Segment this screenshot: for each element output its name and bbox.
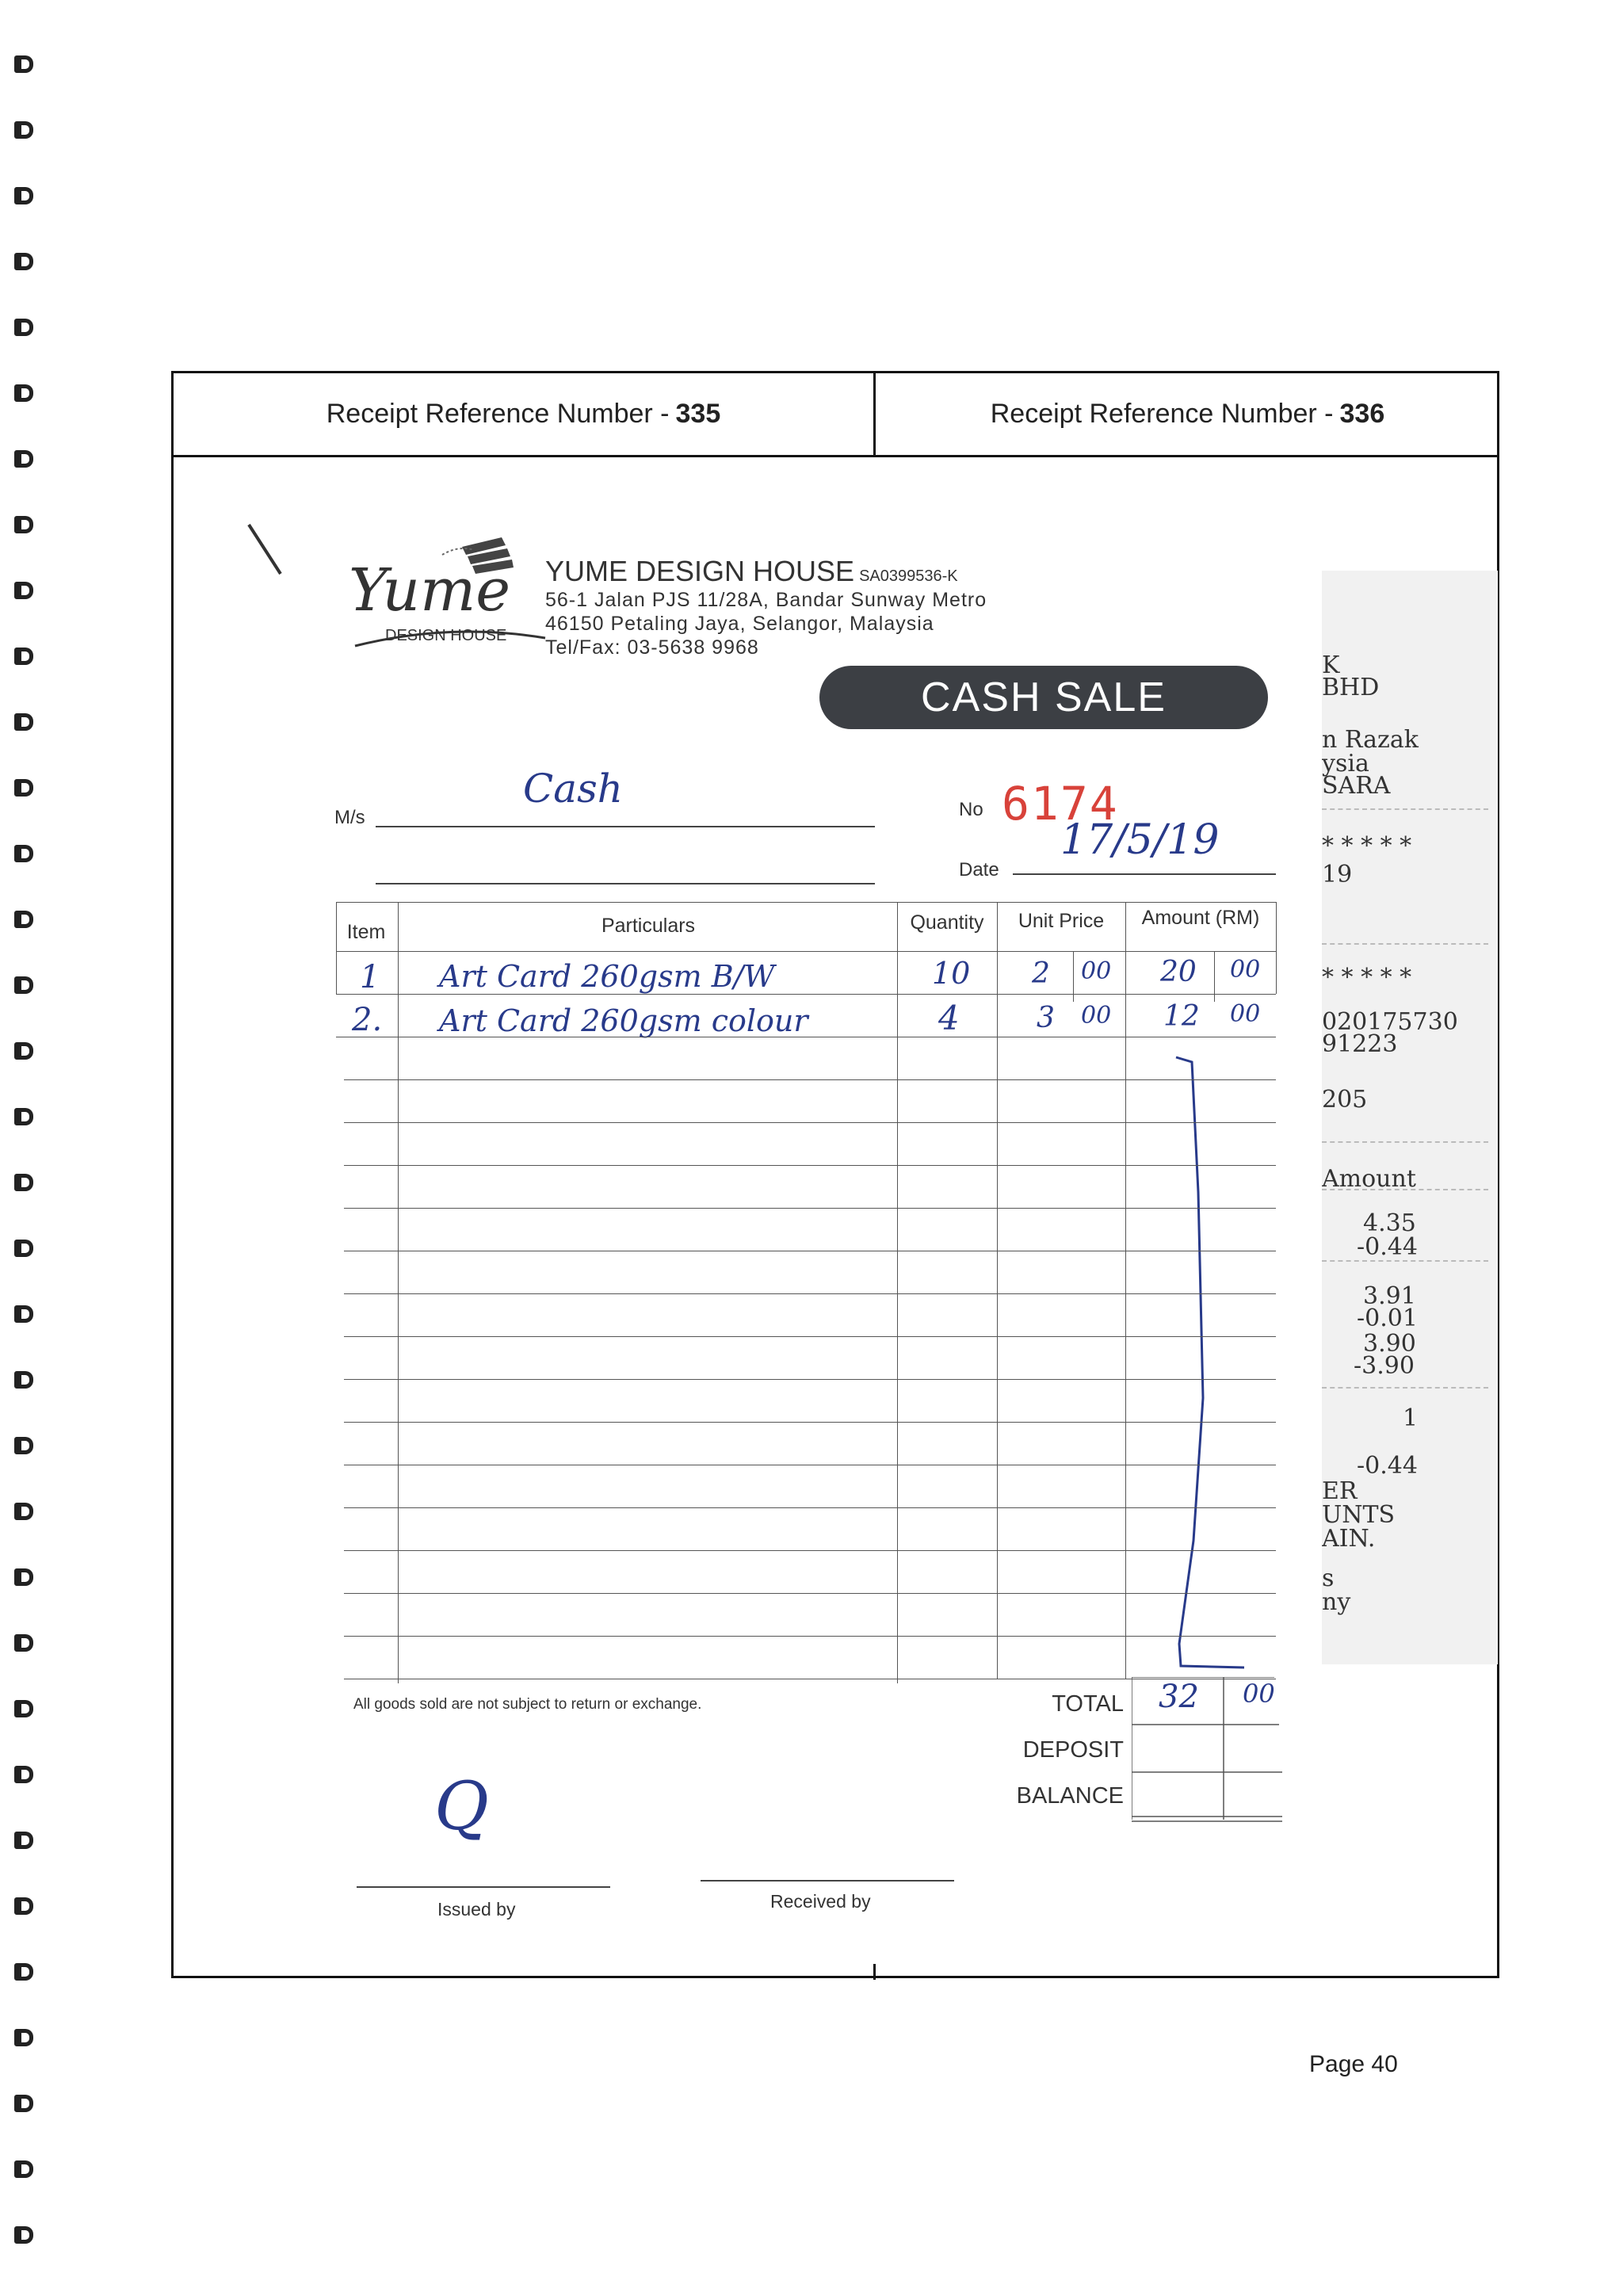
- date-value: 17/5/19: [1060, 816, 1220, 864]
- ms-label: M/s: [334, 807, 365, 828]
- row1-amount-dec: 00: [1230, 956, 1261, 984]
- table-col-line: [398, 902, 399, 1683]
- table-row-line: [344, 1122, 1276, 1123]
- date-underline: [1013, 873, 1276, 875]
- table-col-line: [897, 902, 898, 1683]
- table-row-line: [344, 1550, 1276, 1551]
- table-row-line: [344, 1422, 1276, 1423]
- table-row-line: [344, 1165, 1276, 1166]
- total-amount-dec: 00: [1243, 1679, 1275, 1709]
- row2-particulars: Art Card 260gsm colour: [439, 1003, 808, 1038]
- ms-value: Cash: [523, 766, 623, 812]
- receipt-336-line: -0.44: [1357, 1452, 1418, 1480]
- reference-335: [174, 373, 876, 455]
- receipt-336-line: 4.35: [1363, 1209, 1416, 1237]
- row2-amount-dec: 00: [1230, 1000, 1261, 1028]
- receipt-336-line: ny: [1322, 1588, 1351, 1616]
- receipt-336-line: Amount: [1322, 1165, 1416, 1193]
- table-header-line: [336, 951, 1276, 952]
- reference-header: [174, 373, 1497, 457]
- receipt-336-dash: [1322, 1141, 1488, 1143]
- table-col-line: [997, 902, 998, 1679]
- table-row-line: [336, 994, 1276, 995]
- binding-ring: [14, 2095, 33, 2112]
- binding-ring: [14, 779, 33, 797]
- row1-unit-dec: 00: [1081, 957, 1112, 985]
- binding-ring: [14, 253, 33, 270]
- receipt-336-line: -3.90: [1354, 1352, 1415, 1380]
- company-reg-no: SA0399536-K: [859, 567, 958, 585]
- reference-335-number: 335: [675, 399, 721, 429]
- table-row-line: [344, 1336, 1276, 1337]
- issued-by-line: [357, 1886, 610, 1888]
- binding-ring: [14, 2029, 33, 2046]
- receipt-336-line: n Razak: [1322, 726, 1419, 754]
- received-by-line: [701, 1880, 954, 1881]
- reference-335-label: Receipt Reference Number -: [326, 399, 670, 429]
- table-row-line: [344, 1593, 1276, 1594]
- row2-item: 2.: [352, 1002, 383, 1038]
- row2-unit-int: 3: [1037, 1002, 1055, 1034]
- binding-ring: [14, 1963, 33, 1981]
- row1-particulars: Art Card 260gsm B/W: [439, 959, 775, 994]
- row2-amount-int: 12: [1163, 1000, 1200, 1033]
- receipt-336-dash: [1322, 1260, 1488, 1262]
- binding-ring: [14, 582, 33, 599]
- receipt-336-line: K: [1322, 651, 1340, 679]
- receipt-336-dash: [1322, 1189, 1488, 1190]
- table-row-line: [344, 1379, 1276, 1380]
- company-name: YUME DESIGN HOUSE: [545, 555, 855, 587]
- binding-ring: [14, 911, 33, 928]
- receipt-336-line: BHD: [1322, 674, 1380, 701]
- binding-ring: [14, 187, 33, 204]
- binding-ring: [14, 55, 33, 73]
- binding-ring: [14, 713, 33, 731]
- page-number: Page 40: [1309, 2051, 1398, 2077]
- company-address-2: 46150 Petaling Jaya, Selangor, Malaysia: [545, 613, 934, 635]
- binding-ring: [14, 2160, 33, 2178]
- logo-script: Yume: [349, 556, 511, 625]
- receipt-336-line: UNTS: [1322, 1501, 1396, 1529]
- binding-ring: [14, 976, 33, 994]
- totals-grid: [1132, 1677, 1322, 1836]
- table-row-line: [344, 1636, 1276, 1637]
- row1-amount-int: 20: [1160, 956, 1197, 988]
- table-row-line: [344, 1293, 1276, 1294]
- row1-item: 1: [360, 959, 380, 995]
- issued-signature: Q: [434, 1767, 489, 1845]
- binding-ring: [14, 1240, 33, 1257]
- cash-sale-badge: CASH SALE: [819, 666, 1268, 729]
- table-col-line: [1214, 951, 1215, 1002]
- receipt-336-line: 3.91: [1363, 1282, 1416, 1310]
- receipt-number: 6174: [1002, 777, 1119, 831]
- reference-336: [876, 373, 1499, 455]
- receipt-336-line: ysia: [1322, 750, 1369, 777]
- table-col-line: [1125, 902, 1126, 1679]
- row2-unit-dec: 00: [1081, 1002, 1112, 1030]
- binding-ring: [14, 1042, 33, 1060]
- reference-336-label: Receipt Reference Number -: [990, 399, 1334, 429]
- binding-ring: [14, 1897, 33, 1915]
- receipt-336-line: * * * * *: [1322, 832, 1412, 860]
- no-label: No: [959, 799, 983, 820]
- binding-ring: [14, 1568, 33, 1586]
- table-row-line: [344, 1208, 1276, 1209]
- company-address-1: 56-1 Jalan PJS 11/28A, Bandar Sunway Metro: [545, 589, 987, 611]
- reference-336-number: 336: [1339, 399, 1385, 429]
- col-header-amount: Amount (RM): [1141, 907, 1260, 929]
- receipt-336-line: AIN.: [1322, 1525, 1376, 1553]
- logo-sub: DESIGN HOUSE: [385, 627, 507, 644]
- cash-sale-receipt: [181, 468, 1322, 1958]
- items-table: [336, 891, 1276, 1715]
- receipt-336-line: 1: [1403, 1404, 1419, 1432]
- total-label: TOTAL: [1052, 1691, 1124, 1717]
- binding-ring: [14, 1174, 33, 1191]
- receipt-336-line: -0.01: [1357, 1305, 1418, 1332]
- binding-ring: [14, 648, 33, 665]
- receipt-336-line: * * * * *: [1322, 964, 1412, 991]
- total-amount-int: 32: [1159, 1679, 1199, 1715]
- binding-ring: [14, 2226, 33, 2244]
- receipt-336-line: 205: [1322, 1086, 1368, 1114]
- receipt-336-dash: [1322, 808, 1488, 810]
- binding-ring: [14, 516, 33, 533]
- row1-unit-int: 2: [1032, 957, 1050, 990]
- deposit-label: DEPOSIT: [1022, 1737, 1124, 1763]
- binding-ring: [14, 845, 33, 862]
- table-col-line: [1073, 951, 1074, 1002]
- receipt-336-line: 91223: [1322, 1030, 1398, 1058]
- unused-rows-strike: [336, 891, 1276, 1715]
- ms-underline-2: [376, 883, 875, 884]
- col-header-unit-price: Unit Price: [1018, 910, 1105, 932]
- receipt-336-line: 020175730: [1322, 1008, 1458, 1036]
- binding-ring: [14, 1305, 33, 1323]
- spiral-binding: [8, 55, 40, 2275]
- balance-label: BALANCE: [1016, 1783, 1124, 1809]
- row1-quantity: 10: [932, 956, 971, 991]
- binding-ring: [14, 319, 33, 336]
- table-left-line: [336, 902, 337, 994]
- ms-underline: [376, 826, 875, 827]
- binding-ring: [14, 1437, 33, 1454]
- col-header-quantity: Quantity: [910, 911, 984, 934]
- binding-ring: [14, 1700, 33, 1717]
- binding-ring: [14, 1371, 33, 1389]
- binding-ring: [14, 1108, 33, 1125]
- company-details: [545, 555, 987, 659]
- table-right-line: [1276, 902, 1277, 994]
- table-row-line: [344, 1079, 1276, 1080]
- binding-ring: [14, 1634, 33, 1652]
- table-row-line: [344, 1507, 1276, 1508]
- binding-ring: [14, 450, 33, 468]
- table-top-line: [336, 902, 1276, 903]
- receipt-336-line: 3.90: [1363, 1330, 1416, 1358]
- received-by-label: Received by: [770, 1891, 871, 1912]
- row2-quantity: 4: [938, 999, 960, 1037]
- yume-logo: [331, 531, 569, 650]
- company-name-line: [545, 555, 987, 588]
- binding-ring: [14, 1503, 33, 1520]
- company-telfax: Tel/Fax: 03-5638 9968: [545, 636, 759, 659]
- date-label: Date: [959, 859, 999, 881]
- return-policy-note: All goods sold are not subject to return or exchange.: [353, 1696, 702, 1713]
- col-header-particulars: Particulars: [601, 915, 696, 937]
- pen-mark: [244, 520, 292, 583]
- binding-ring: [14, 384, 33, 402]
- frame-divider-tick: [873, 1964, 876, 1980]
- binding-ring: [14, 121, 33, 139]
- receipt-336-dash: [1322, 943, 1488, 945]
- receipt-336-dash: [1322, 1387, 1488, 1389]
- col-header-item: Item: [346, 921, 386, 943]
- binding-ring: [14, 1832, 33, 1849]
- binding-ring: [14, 1766, 33, 1783]
- issued-by-label: Issued by: [437, 1899, 516, 1920]
- receipt-336-line: s: [1322, 1564, 1335, 1592]
- receipt-336-line: ER: [1322, 1477, 1358, 1505]
- receipt-336-strip: [1316, 571, 1498, 1664]
- receipt-336-line: -0.44: [1357, 1233, 1418, 1261]
- receipt-336-line: 19: [1322, 861, 1353, 888]
- receipt-336-line: SARA: [1322, 772, 1391, 800]
